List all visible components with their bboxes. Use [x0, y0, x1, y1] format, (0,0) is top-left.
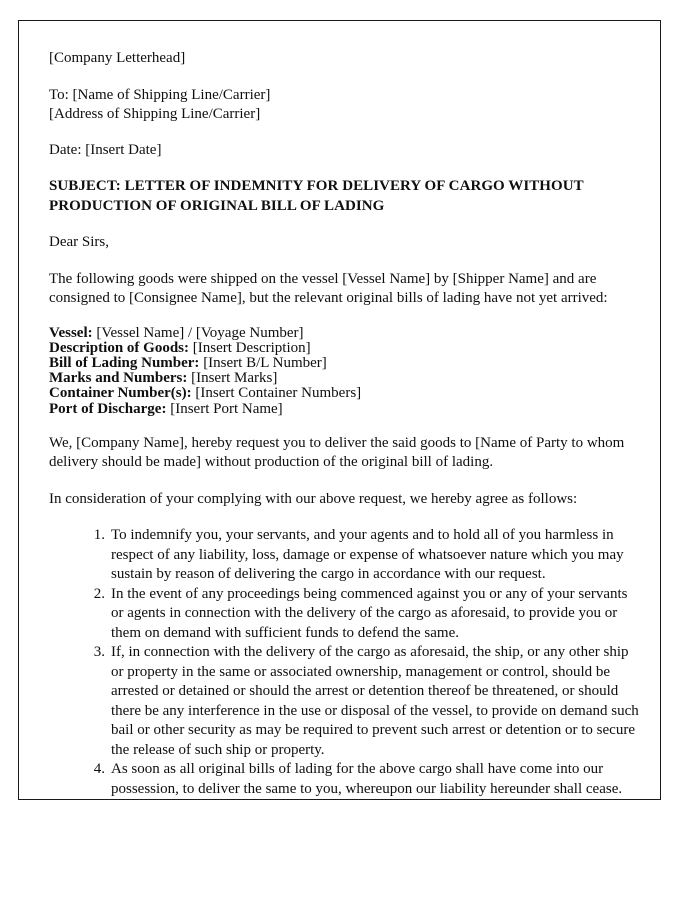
recipient-address-line: [Address of Shipping Line/Carrier] — [49, 105, 261, 122]
salutation: Dear Sirs, — [49, 234, 109, 250]
cargo-detail-row — [49, 326, 641, 341]
recipient-name-line: To: [Name of Shipping Line/Carrier] — [49, 86, 271, 103]
undertaking-item: In the event of any proceedings being commenced against you or any of your servants or agents in connection with the delivery of the cargo as aforesaid, to provide you or them on demand with sufficient funds to defend the same. — [111, 585, 628, 641]
document-body — [49, 49, 641, 799]
undertaking-item: To indemnify you, your servants, and your agents and to hold all of you harmless in respect of any liability, loss, damage or expense of whatsoever nature which you may sustain by reason of delivering the cargo in accordance with our request. — [111, 527, 624, 583]
cargo-detail-row — [49, 386, 641, 401]
undertaking-item: If, in connection with the delivery of the cargo as aforesaid, the ship, or any other ship or property in the same or associated ownership, management or control, should be arrested or detained or should the arrest or detention thereof be threatened, or should there be any interference in the use or disposal of the vessel, to provide on demand such bail or other security as may be required to prevent such arrest or detention or to secure the release of such ship or property. — [111, 644, 639, 758]
intro-paragraph: The following goods were shipped on the vessel [Vessel Name] by [Shipper Name] and are consigned to [Consignee Name], but the relevant original bills of lading have not yet arrived: — [49, 270, 608, 306]
delivery-request-paragraph: We, [Company Name], hereby request you to deliver the said goods to [Name of Party to whom delivery should be made] without production of the original bill of lading. — [49, 434, 625, 471]
cargo-detail-label: Description of Goods: — [49, 339, 189, 356]
cargo-detail-label: Marks and Numbers: — [49, 370, 188, 387]
cargo-detail-value: [Insert Port Name] — [170, 400, 283, 417]
date-line: Date: [Insert Date] — [49, 141, 162, 158]
cargo-detail-label: Bill of Lading Number: — [49, 354, 200, 371]
undertaking-item: As soon as all original bills of lading for the above cargo shall have come into our possession, to deliver the same to you, whereupon our liability hereunder shall cease. — [111, 761, 623, 797]
recipient-block — [49, 86, 641, 124]
undertakings-list — [49, 526, 641, 799]
subject-heading: SUBJECT: LETTER OF INDEMNITY FOR DELIVERY OF CARGO WITHOUT PRODUCTION OF ORIGINAL BILL OF LADING — [49, 178, 584, 214]
cargo-detail-value: [Insert Container Numbers] — [195, 385, 362, 402]
company-letterhead: [Company Letterhead] — [49, 50, 186, 66]
cargo-detail-label: Container Number(s): — [49, 385, 192, 402]
document-page — [18, 20, 661, 800]
cargo-detail-label: Port of Discharge: — [49, 400, 167, 417]
cargo-detail-label: Vessel: — [49, 324, 93, 341]
cargo-detail-row — [49, 341, 641, 356]
cargo-detail-row — [49, 356, 641, 371]
cargo-detail-row — [49, 371, 641, 386]
consideration-paragraph: In consideration of your complying with our above request, we hereby agree as follows: — [49, 490, 578, 507]
cargo-detail-value: [Vessel Name] / [Voyage Number] — [96, 324, 304, 341]
cargo-detail-value: [Insert Marks] — [191, 370, 278, 387]
cargo-details-list — [49, 326, 641, 417]
cargo-detail-value: [Insert B/L Number] — [203, 354, 327, 371]
cargo-detail-row — [49, 402, 641, 417]
cargo-detail-value: [Insert Description] — [192, 339, 311, 356]
